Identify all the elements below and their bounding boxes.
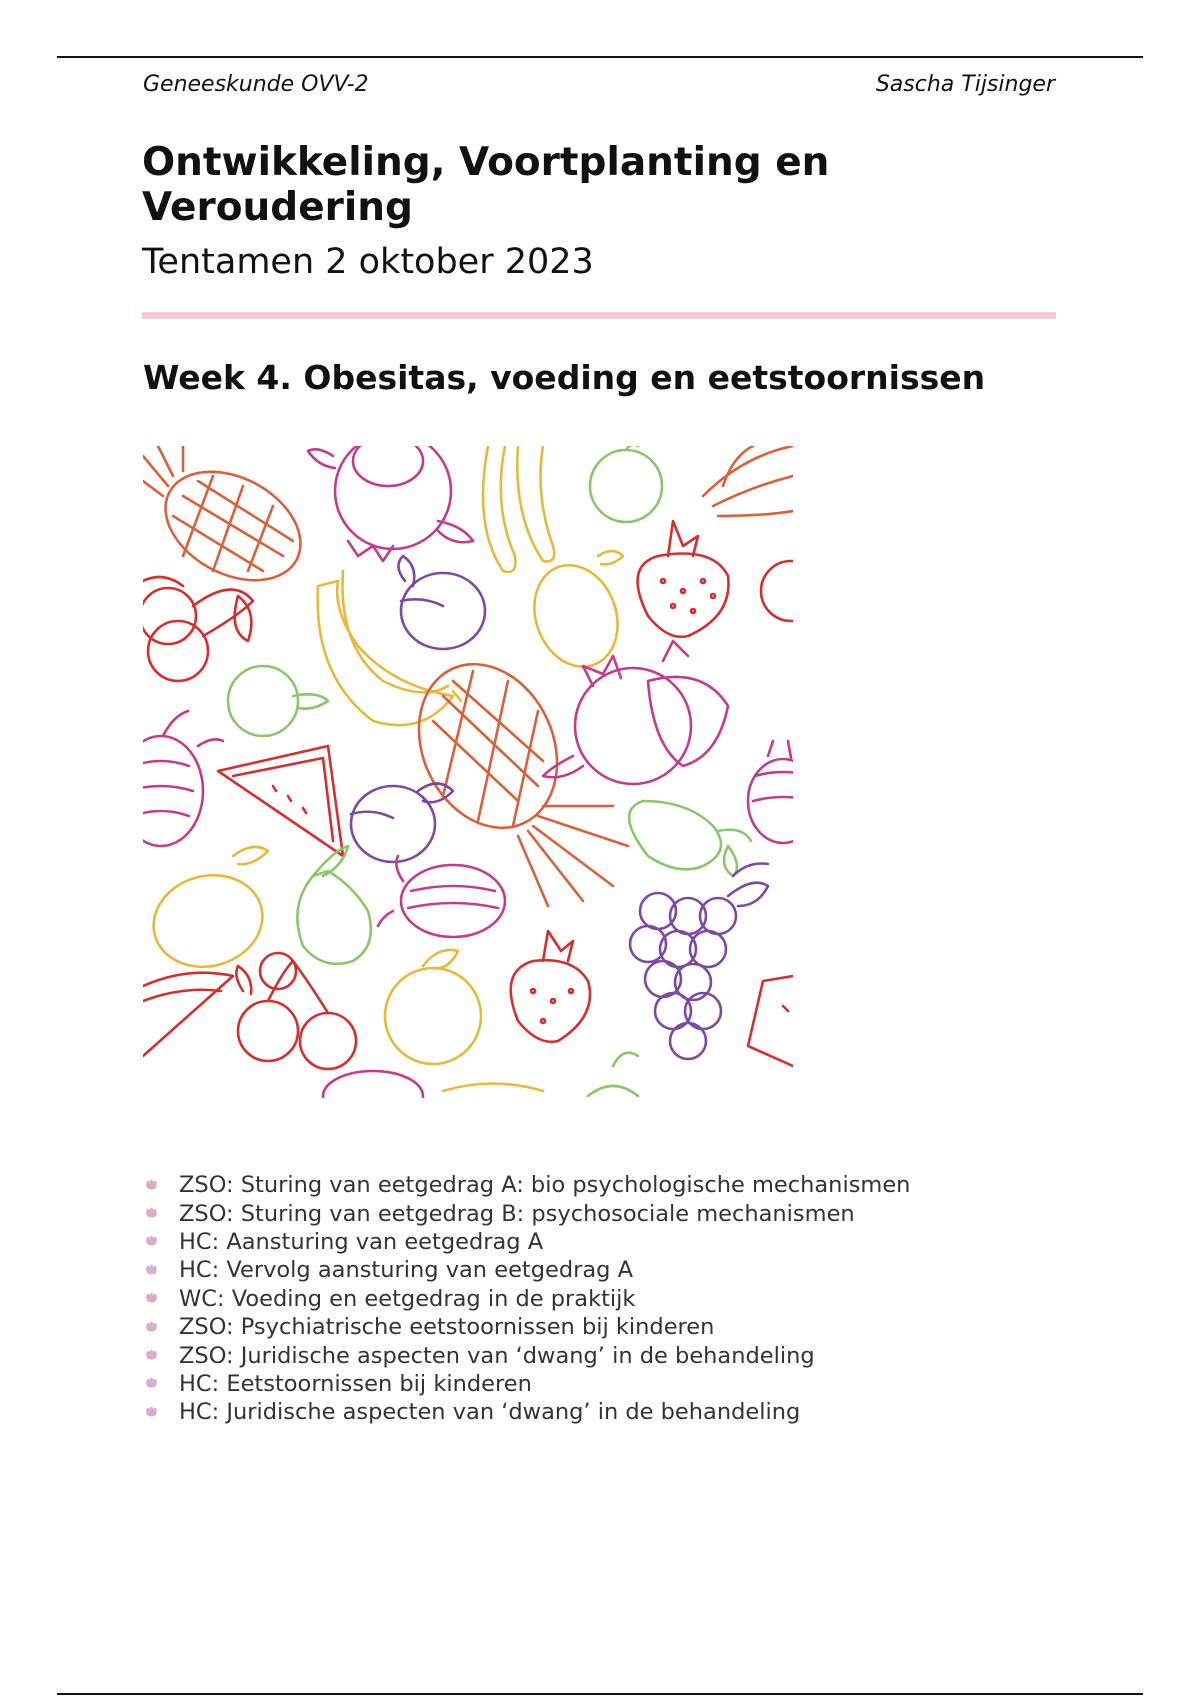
banana-bottom-icon <box>443 1084 543 1092</box>
page-title: Ontwikkeling, Voortplanting en Veroudering <box>142 140 830 230</box>
topic-label: ZSO: Sturing van eetgedrag B: psychosociale mechanismen <box>179 1200 855 1227</box>
footer-rule <box>57 1693 1143 1695</box>
cherry-icon <box>143 577 253 681</box>
pink-flower-bullet-icon <box>143 1404 160 1421</box>
strawberry-icon <box>638 521 729 637</box>
list-item <box>143 1313 910 1341</box>
list-item <box>143 1171 910 1199</box>
strawberry-bottom-icon <box>511 931 590 1042</box>
grapes-icon <box>630 864 768 1060</box>
pink-flower-bullet-icon <box>143 1233 160 1250</box>
pear-icon <box>629 801 751 876</box>
pear-bottom-icon <box>297 846 370 964</box>
topic-label: ZSO: Sturing van eetgedrag A: bio psychologische mechanismen <box>179 1172 911 1199</box>
topic-label: ZSO: Juridische aspecten van ‘dwang’ in de behandeling <box>179 1342 815 1369</box>
list-item <box>143 1398 910 1426</box>
pomegranate-cut-icon <box>543 641 728 784</box>
topic-label: HC: Juridische aspecten van ‘dwang’ in de behandeling <box>179 1399 801 1426</box>
pink-flower-bullet-icon <box>143 1347 160 1364</box>
apple-bottom-icon <box>588 1053 638 1096</box>
raspberry-icon <box>143 711 223 846</box>
title-divider <box>142 312 1056 319</box>
pomegranate-icon <box>308 446 473 561</box>
topic-label: HC: Vervolg aansturing van eetgedrag A <box>179 1257 633 1284</box>
topic-label: WC: Voeding en eetgedrag in de praktijk <box>179 1285 636 1312</box>
header-rule <box>57 56 1143 58</box>
list-item <box>143 1199 910 1227</box>
pink-flower-bullet-icon <box>143 1375 160 1392</box>
topic-label: ZSO: Psychiatrische eetstoornissen bij kinderen <box>179 1314 715 1341</box>
pineapple-center-icon <box>393 641 628 906</box>
plum-icon <box>398 556 485 649</box>
pink-flower-bullet-icon <box>143 1290 160 1307</box>
raspberry-right-icon <box>748 741 793 843</box>
lemon-bottom-icon <box>143 847 273 979</box>
list-item <box>143 1370 910 1398</box>
topic-list <box>143 1171 910 1427</box>
author-name: Sascha Tijsinger <box>875 72 1055 97</box>
list-item <box>143 1285 910 1313</box>
pink-flower-bullet-icon <box>143 1205 160 1222</box>
list-item <box>143 1256 910 1284</box>
watermelon-icon <box>218 746 343 856</box>
pink-flower-bullet-icon <box>143 1319 160 1336</box>
cherry-bottom-icon <box>236 953 356 1069</box>
week-heading: Week 4. Obesitas, voeding en eetstoornissen <box>143 358 986 397</box>
pineapple-top-icon <box>703 446 793 516</box>
pomegranate-bottom-icon <box>323 1071 423 1098</box>
list-item <box>143 1341 910 1369</box>
topic-label: HC: Aansturing van eetgedrag A <box>179 1228 544 1255</box>
fruit-illustration <box>143 446 793 1098</box>
watermelon-right-icon <box>748 976 793 1066</box>
cherry-right-icon <box>761 561 793 621</box>
pink-flower-bullet-icon <box>143 1177 160 1194</box>
watermelon-bottom-icon <box>143 973 233 1056</box>
exam-date-subtitle: Tentamen 2 oktober 2023 <box>142 242 594 282</box>
apple-icon <box>590 446 662 522</box>
raspberry-bottom-icon <box>378 856 505 937</box>
apple-left-icon <box>228 666 328 736</box>
orange-icon <box>385 950 481 1064</box>
course-name: Geneeskunde OVV-2 <box>143 72 369 97</box>
list-item <box>143 1228 910 1256</box>
plum-center-icon <box>351 784 453 863</box>
pink-flower-bullet-icon <box>143 1262 160 1279</box>
banana-icon <box>483 446 554 572</box>
topic-label: HC: Eetstoornissen bij kinderen <box>179 1370 532 1397</box>
